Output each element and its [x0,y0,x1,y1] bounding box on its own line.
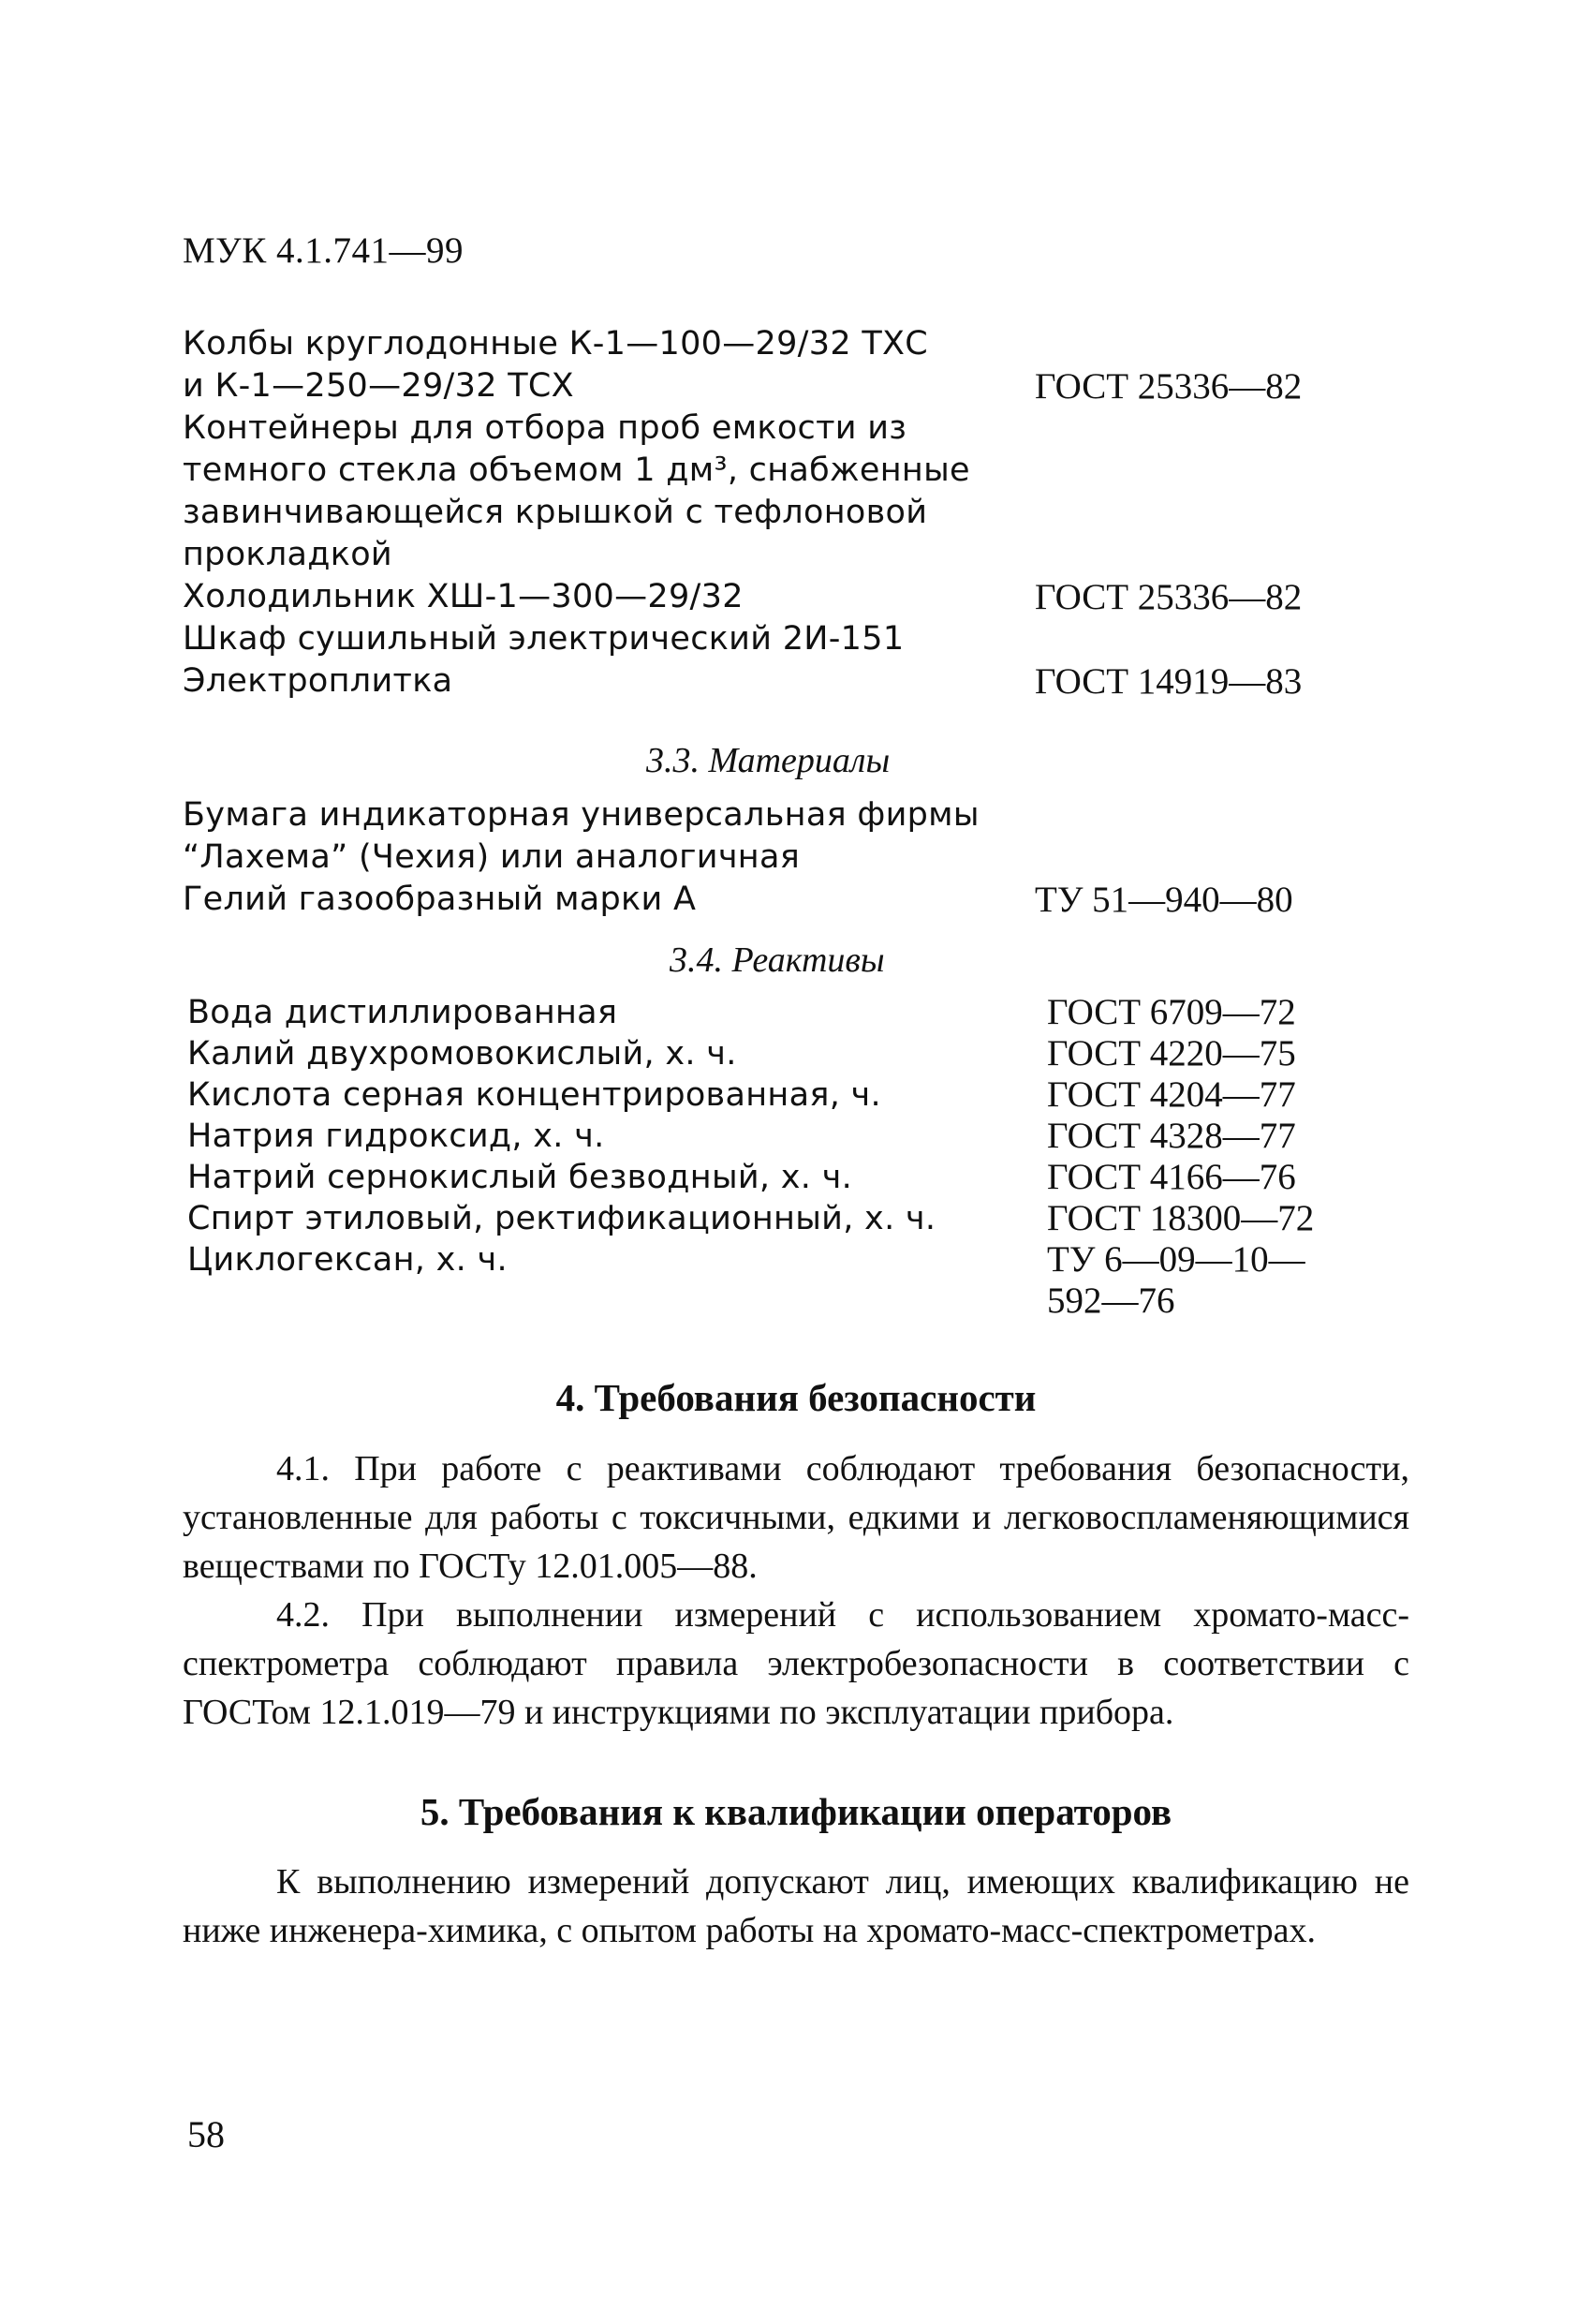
item-name: Бумага индикаторная универсальная фирмы [183,796,980,834]
item-name: Шкаф сушильный электрический 2И-151 [183,620,905,658]
list-item [187,1198,1367,1239]
item-name: Контейнеры для отбора проб емкости из [183,409,907,447]
item-standard: ГОСТ 18300—72 [1047,1198,1315,1238]
item-standard [1035,836,1363,879]
section-4-paragraph-2: 4.2. При выполнении измерений с использованием хромато-масс-спектрометра соблюдают правила электробезопасности в соответствии с ГОСТом 12.1.019—79 и инструкциями по эксплуатации прибора. [183,1595,1409,1732]
item-standard [1035,492,1363,534]
item-standard: ГОСТ 25336—82 [1035,577,1303,617]
item-name: завинчивающейся крышкой с тефлоновой [183,494,928,531]
list-item [187,1157,1367,1198]
list-item [183,618,1363,660]
item-standard: ГОСТ 25336—82 [1035,366,1303,407]
item-standard: ГОСТ 14919—83 [1035,661,1303,702]
list-item [183,450,1363,492]
materials-list [183,794,1363,921]
item-name: темного стекла объемом 1 дм³, снабженные [183,451,970,489]
item-name: Колбы круглодонные К-1—100—29/32 ТХС [183,325,929,363]
item-standard [1035,794,1363,836]
list-item [183,879,1363,921]
document-code: МУК 4.1.741—99 [183,230,464,271]
page-number: 58 [187,2113,225,2155]
reagents-list [187,992,1367,1322]
item-standard [1035,323,1363,365]
item-standard: ТУ 51—940—80 [1035,880,1293,920]
item-name: Вода дистиллированная [187,994,618,1031]
item-name: Калий двухромовокислый, х. ч. [187,1035,737,1073]
item-standard [1035,534,1363,576]
section-5-paragraph-1: К выполнению измерений допускают лиц, имеющих квалификацию не ниже инженера-химика, с опытом работы на хромато-масс-спектрометрах. [183,1862,1409,1950]
item-standard: ГОСТ 6709—72 [1047,992,1296,1032]
item-name: и К-1—250—29/32 ТСХ [183,367,574,405]
list-item [187,1116,1367,1157]
item-name: Холодильник ХШ-1—300—29/32 [183,578,744,615]
list-item [187,1074,1367,1116]
list-item [187,1280,1367,1322]
item-standard: ГОСТ 4166—76 [1047,1157,1296,1197]
section-4-paragraph-1: 4.1. При работе с реактивами соблюдают требования безопасности, установленные для работы с токсичными, едкими и легковоспламеняющимися веществами по ГОСТу 12.01.005—88. [183,1449,1409,1586]
materials-heading: 3.3. Материалы [646,741,891,780]
reagents-heading: 3.4. Реактивы [670,940,885,980]
item-standard: ГОСТ 4204—77 [1047,1074,1296,1115]
item-standard [1035,407,1363,450]
item-name: Циклогексан, х. ч. [187,1241,508,1279]
item-standard [1035,618,1363,660]
section-5-title: 5. Требования к квалификации операторов [420,1790,1172,1833]
item-name: прокладкой [183,536,392,573]
section-4-title: 4. Требования безопасности [555,1376,1037,1419]
item-name: Натрий сернокислый безводный, х. ч. [187,1159,853,1196]
item-name: Кислота серная концентрированная, ч. [187,1076,881,1114]
list-item [183,576,1363,618]
list-item [187,992,1367,1033]
list-item [183,407,1363,450]
item-standard: 592—76 [1047,1280,1175,1321]
item-name: Электроплитка [183,662,453,700]
item-standard: ГОСТ 4220—75 [1047,1033,1296,1073]
list-item [183,365,1363,407]
list-item [183,836,1363,879]
item-name: “Лахема” (Чехия) или аналогичная [183,838,801,876]
item-name: Натрия гидроксид, х. ч. [187,1118,605,1155]
item-name: Гелий газообразный марки А [183,881,697,918]
item-name [187,1280,1047,1322]
item-standard [1035,450,1363,492]
list-item [183,323,1363,365]
item-name: Спирт этиловый, ректификационный, х. ч. [187,1200,936,1237]
item-standard: ГОСТ 4328—77 [1047,1116,1296,1156]
equipment-list [183,323,1363,703]
list-item [187,1239,1367,1280]
list-item [183,492,1363,534]
list-item [183,660,1363,703]
item-standard: ТУ 6—09—10— [1047,1239,1305,1280]
list-item [187,1033,1367,1074]
list-item [183,534,1363,576]
list-item [183,794,1363,836]
